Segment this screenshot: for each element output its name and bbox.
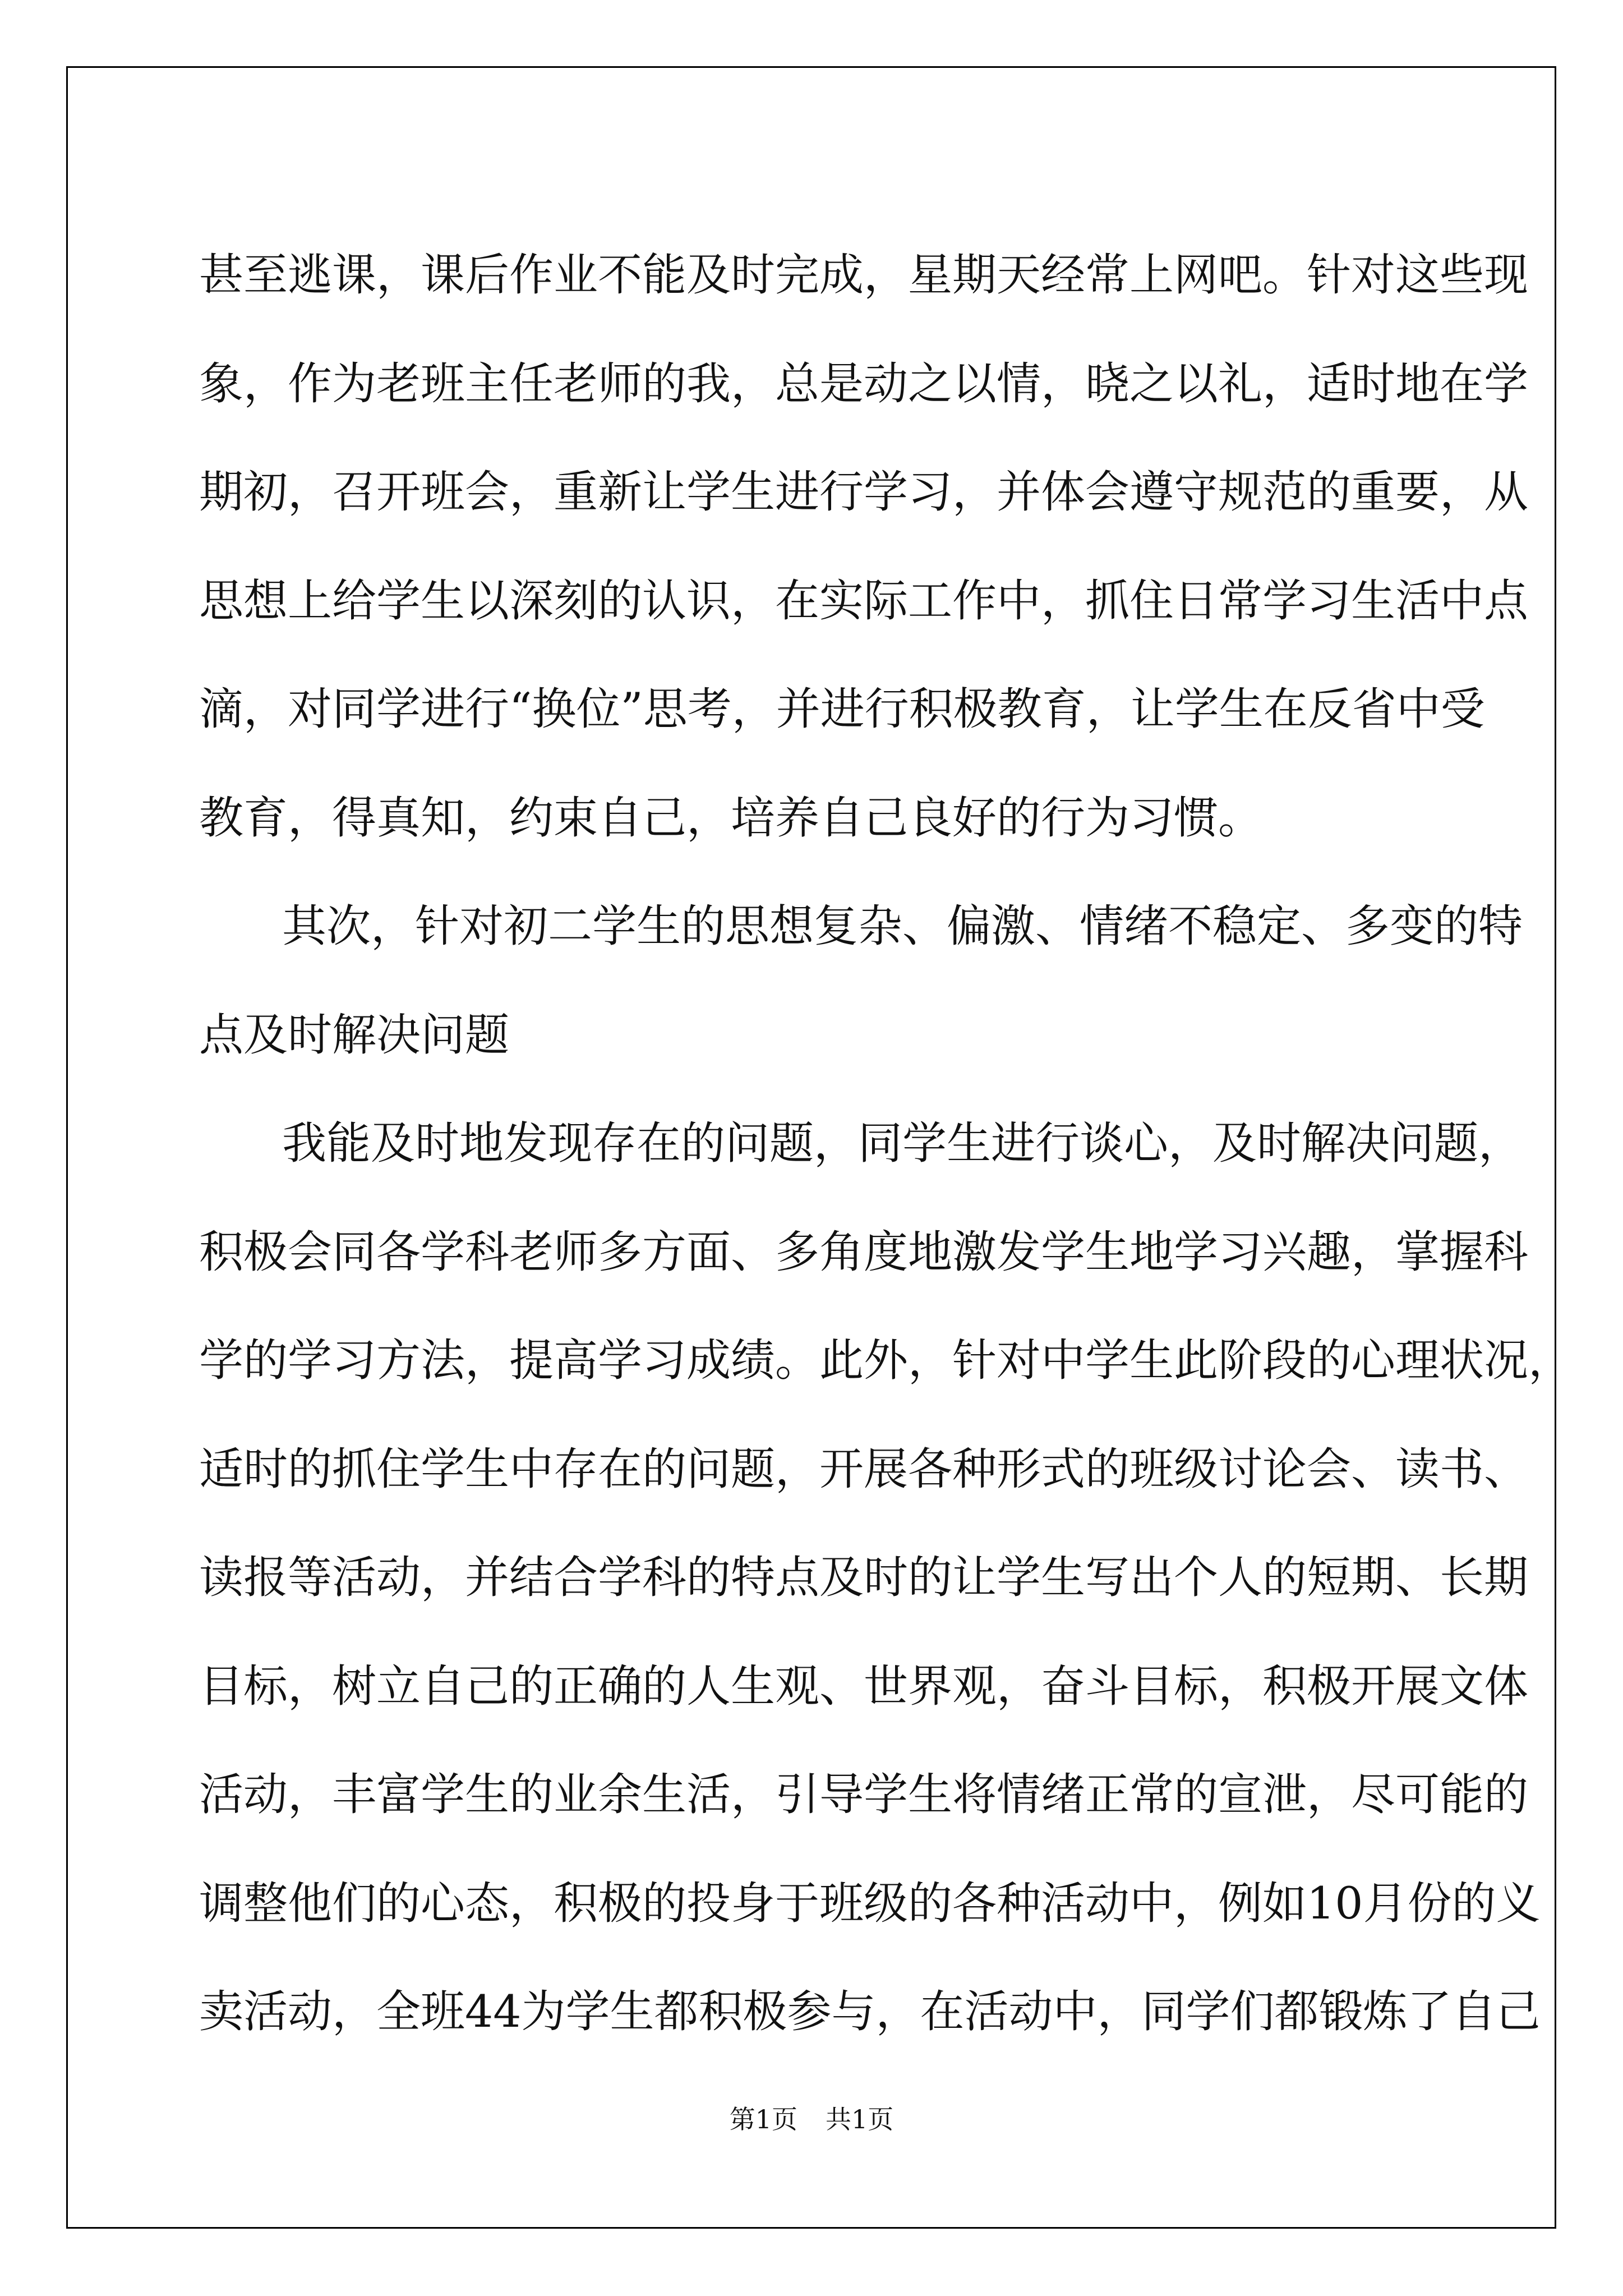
text-line: 点及时解决问题 xyxy=(199,1009,509,1061)
text-line: 思想上给学生以深刻的认识，在实际工作中，抓住日常学习生活中点 xyxy=(199,574,1528,627)
text-line: 甚至逃课，课后作业不能及时完成，星期天经常上网吧。针对这些现 xyxy=(199,249,1528,301)
text-line: 调整他们的心态，积极的投身于班级的各种活动中，例如10月份的义 xyxy=(199,1877,1541,1929)
text-line: 象，作为老班主任老师的我，总是动之以情，晓之以礼，适时地在学 xyxy=(199,357,1528,409)
page-number: 第1页 xyxy=(729,2104,797,2134)
text-line: 期初，召开班会，重新让学生进行学习，并体会遵守规范的重要，从 xyxy=(199,466,1528,518)
text-line: 适时的抓住学生中存在的问题，开展各种形式的班级讨论会、读书、 xyxy=(199,1443,1528,1495)
paragraph-first-line: 其次，针对初二学生的思想复杂、偏激、情绪不稳定、多变的特 xyxy=(282,900,1523,952)
paragraph-first-line: 我能及时地发现存在的问题，同学生进行谈心，及时解决问题， xyxy=(282,1117,1523,1169)
document-body xyxy=(199,221,1573,2067)
text-line: 卖活动，全班44为学生都积极参与，在活动中，同学们都锻炼了自己 xyxy=(199,1986,1541,2037)
text-line: 滴，对同学进行“换位”思考，并进行积极教育，让学生在反省中受 xyxy=(199,683,1485,735)
page-footer xyxy=(0,2102,1623,2136)
text-line: 目标，树立自己的正确的人生观、世界观，奋斗目标，积极开展文体 xyxy=(199,1660,1528,1712)
text-line: 活动，丰富学生的业余生活，引导学生将情绪正常的宣泄，尽可能的 xyxy=(199,1769,1528,1820)
text-line: 读报等活动，并结合学科的特点及时的让学生写出个人的短期、长期 xyxy=(199,1552,1528,1603)
text-line: 积极会同各学科老师多方面、多角度地激发学生地学习兴趣，掌握科 xyxy=(199,1226,1528,1278)
text-line: 教育，得真知，约束自己，培养自己良好的行为习惯。 xyxy=(199,792,1262,844)
page-count: 共1页 xyxy=(826,2104,894,2134)
text-line: 学的学习方法，提高学习成绩。此外，针对中学生此阶段的心理状况， xyxy=(199,1335,1573,1386)
